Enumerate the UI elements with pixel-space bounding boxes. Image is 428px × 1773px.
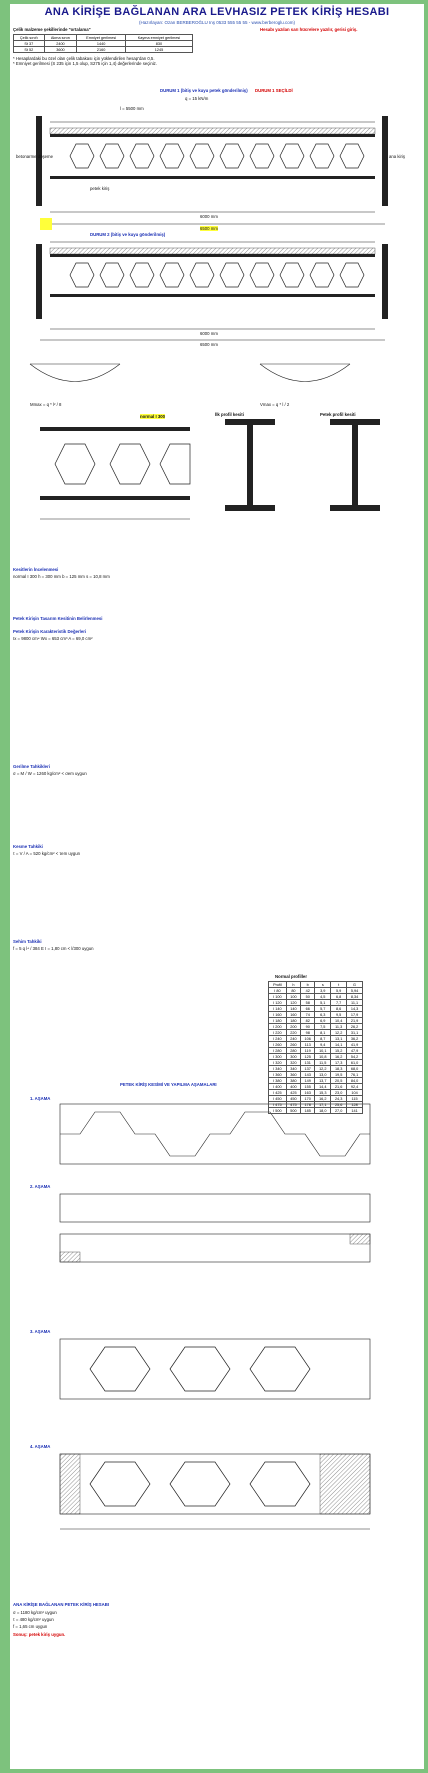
table-cell: I 240: [269, 1036, 287, 1042]
bottom-line: Sonuç: petek kiriş uygun.: [13, 1632, 66, 1637]
table-cell: 25,6: [331, 1102, 347, 1108]
table-cell: 14,4: [315, 1084, 331, 1090]
calc-line: Sehim Tahkiki: [13, 939, 42, 944]
table-cell: I 200: [269, 1024, 287, 1030]
table-cell: 74: [301, 1012, 315, 1018]
table-cell: 76,1: [347, 1072, 363, 1078]
table-cell: 23,0: [331, 1090, 347, 1096]
bottom-line: f = 1,65 cm uygun: [13, 1624, 48, 1629]
table-cell: 24,3: [331, 1096, 347, 1102]
table-cell: 113: [301, 1042, 315, 1048]
table-cell: 31,1: [347, 1030, 363, 1036]
calc-line: Petek Kirişin Karakteristik Değerleri: [13, 629, 87, 634]
table-cell: 119: [301, 1048, 315, 1054]
stage3-drawing: [60, 1339, 370, 1399]
table-cell: 17,9: [347, 1012, 363, 1018]
table-cell: I 425: [269, 1090, 287, 1096]
table-cell: 8,34: [347, 994, 363, 1000]
table-cell: 10,1: [315, 1048, 331, 1054]
table-cell: 8,1: [315, 1030, 331, 1036]
table-cell: 300: [286, 1054, 300, 1060]
table-header: b: [301, 982, 315, 988]
table-header: h: [286, 982, 300, 988]
q-load-label: q = 15 kN/m: [185, 96, 209, 101]
table-cell: 100: [286, 994, 300, 1000]
profile-table-title: Normal profiller: [275, 974, 307, 979]
durum1-drawing: [36, 116, 388, 230]
table-row: [269, 1108, 363, 1114]
calc-line: normal I 300 h = 300 mm b = 125 mm s = 10,8 mm: [13, 574, 110, 579]
calc-line: Petek Kirişin Tasarım Kesitinin Belirlenmesi: [13, 616, 103, 621]
table-cell: I 360: [269, 1072, 287, 1078]
table-cell: 141: [347, 1108, 363, 1114]
table-header: G: [347, 982, 363, 988]
note-2: * Emniyet gerilmesi (S 235 için 1,5 olup, S275 için 1,4) değerlerinde seçiniz.: [13, 61, 158, 66]
moment-diagrams: [30, 364, 350, 382]
table-cell: 5,94: [347, 988, 363, 994]
stage1-label: 1. AŞAMA: [30, 1096, 51, 1101]
durum2-heading: DURUM 2 (bitiş ve kuyu gönderilmiş): [90, 232, 166, 237]
table-cell: 140: [286, 1006, 300, 1012]
table-cell: 13,7: [315, 1078, 331, 1084]
table-cell: 7,7: [331, 1000, 347, 1006]
table-cell: 17,3: [331, 1060, 347, 1066]
table-cell: 18,3: [331, 1066, 347, 1072]
table-cell: I 260: [269, 1042, 287, 1048]
table-cell: 125: [301, 1054, 315, 1060]
table-cell: 27,0: [331, 1108, 347, 1114]
table-cell: 450: [286, 1096, 300, 1102]
table-cell: I 140: [269, 1006, 287, 1012]
table-cell: 14,1: [331, 1042, 347, 1048]
table-cell: 149: [301, 1078, 315, 1084]
table-cell: 36,2: [347, 1036, 363, 1042]
table-header: Çelik sınıfı: [14, 35, 45, 41]
table-cell: 66: [301, 1006, 315, 1012]
table-cell: I 180: [269, 1018, 287, 1024]
table-cell: I 300: [269, 1054, 287, 1060]
table-cell: 106: [301, 1036, 315, 1042]
table-cell: 9,5: [331, 1012, 347, 1018]
table-cell: 4,5: [315, 994, 331, 1000]
page-title: ANA KİRİŞE BAĞLANAN ARA LEVHASIZ PETEK KİRİŞ HESABI: [44, 6, 390, 18]
dim-6000: 6000 mm: [200, 214, 218, 219]
table-header: Akma sınırı: [44, 35, 77, 41]
table-cell: I 500: [269, 1108, 287, 1114]
table-cell: St 52: [14, 47, 45, 53]
table-cell: 180: [286, 1018, 300, 1024]
table-cell: 400: [286, 1084, 300, 1090]
calc-line: Ix = 9800 cm⁴ Wx = 653 cm³ A = 69,0 cm²: [13, 636, 93, 641]
table-cell: 10,8: [315, 1054, 331, 1060]
dim-6000-2: 6000 mm: [200, 331, 218, 336]
table-cell: 18,0: [315, 1108, 331, 1114]
calc-line: Gerilme Tahkikleri: [13, 764, 50, 769]
petek-section-name: normal I 300: [140, 414, 166, 419]
petek-label: petek kiriş: [90, 186, 110, 191]
table-cell: 14,3: [347, 1006, 363, 1012]
table-cell: 380: [286, 1078, 300, 1084]
table-cell: 84,0: [347, 1078, 363, 1084]
table-cell: 16,2: [331, 1054, 347, 1060]
calc-line: Kesme Tahkiki: [13, 844, 43, 849]
table-cell: 98: [301, 1030, 315, 1036]
table-cell: 115: [347, 1096, 363, 1102]
table-cell: 13,1: [331, 1036, 347, 1042]
slab-label: betonarme döşeme: [16, 154, 54, 159]
table-cell: 41,9: [347, 1042, 363, 1048]
table-cell: 19,5: [331, 1072, 347, 1078]
table-cell: 15,3: [315, 1090, 331, 1096]
table-cell: 9,4: [315, 1042, 331, 1048]
table-cell: 17,1: [315, 1102, 331, 1108]
table-cell: 90: [301, 1024, 315, 1030]
stage3-label: 3. AŞAMA: [30, 1329, 51, 1334]
page-subtitle: (Hazırlayan: Ozan BERBEROĞLU Inş 0533 555 55 55 - www.berberoglu.com): [138, 20, 296, 25]
note-top-left: Çelik malzeme şekillerinde "ortalama": [13, 27, 91, 32]
stage2-drawing: [60, 1194, 370, 1262]
table-cell: I 280: [269, 1048, 287, 1054]
table-cell: 160: [286, 1012, 300, 1018]
table-cell: 68,0: [347, 1066, 363, 1072]
table-cell: 80: [286, 988, 300, 994]
durum1-selected-tag: DURUM 1 SEÇİLDİ: [255, 88, 293, 93]
table-cell: 2160: [77, 47, 126, 53]
table-cell: 8,6: [331, 1006, 347, 1012]
table-cell: 12,2: [331, 1030, 347, 1036]
table-cell: 42: [301, 988, 315, 994]
dim-6500: 6500 mm: [200, 226, 218, 231]
worksheet: [10, 4, 424, 1769]
table-cell: 155: [301, 1084, 315, 1090]
table-cell: I 100: [269, 994, 287, 1000]
note-1: * Hesaplardaki bu özel olan çelik tabakası için yüklendirilen hesap'dan 0,5.: [13, 56, 155, 61]
table-cell: 6,9: [315, 1018, 331, 1024]
stage2-label: 2. AŞAMA: [30, 1184, 51, 1189]
table-cell: 10,4: [331, 1018, 347, 1024]
table-cell: St 37: [14, 41, 45, 47]
table-cell: 50: [301, 994, 315, 1000]
table-cell: 280: [286, 1048, 300, 1054]
table-cell: 92,4: [347, 1084, 363, 1090]
durum1-heading: DURUM 1 (bitiş ve kuyu petek gönderilmiş): [160, 88, 248, 93]
table-cell: I 380: [269, 1078, 287, 1084]
table-header: Kayma emniyet gerilmesi: [125, 35, 192, 41]
calc-line: σ = M / W = 1260 kg/cm² < σem uygun: [13, 771, 87, 776]
table-cell: I 320: [269, 1060, 287, 1066]
durum2-drawing: [36, 242, 388, 340]
profile-table: [268, 981, 363, 1114]
table-cell: 7,5: [315, 1024, 331, 1030]
table-cell: 13,0: [315, 1072, 331, 1078]
table-cell: 340: [286, 1066, 300, 1072]
table-cell: 3,9: [315, 988, 331, 994]
table-cell: 6,3: [315, 1012, 331, 1018]
table-cell: 240: [286, 1036, 300, 1042]
table-cell: 260: [286, 1042, 300, 1048]
dim-6500-2: 6500 mm: [200, 342, 218, 347]
table-cell: 47,9: [347, 1048, 363, 1054]
table-cell: 178: [301, 1102, 315, 1108]
table-cell: 185: [301, 1108, 315, 1114]
table-cell: I 120: [269, 1000, 287, 1006]
table-cell: 131: [301, 1060, 315, 1066]
table-cell: I 340: [269, 1066, 287, 1072]
table-cell: 21,6: [331, 1084, 347, 1090]
main-beam-label: ana kiriş: [389, 154, 406, 159]
table-cell: I 160: [269, 1012, 287, 1018]
table-cell: 128: [347, 1102, 363, 1108]
table-cell: 21,9: [347, 1018, 363, 1024]
table-cell: 8,7: [315, 1036, 331, 1042]
table-cell: 61,0: [347, 1060, 363, 1066]
profile-section-2: [330, 419, 380, 511]
table-cell: 137: [301, 1066, 315, 1072]
table-header: Profil: [269, 982, 287, 988]
table-cell: 58: [301, 1000, 315, 1006]
vmax-formula: Vmax = q * l / 2: [260, 402, 290, 407]
calc-line: f = 5 q l⁴ / 384 E I = 1,80 cm < l/300 uygun: [13, 946, 94, 951]
stage4-label: 4. AŞAMA: [30, 1444, 51, 1449]
calc-line: τ = V / A = 520 kg/cm² < τem uygun: [13, 851, 81, 856]
note-top-right: Hesabı yazılan sarı hücrelere yazılır, gerisi giriş.: [260, 27, 358, 32]
table-cell: I 450: [269, 1096, 287, 1102]
table-cell: 3600: [44, 47, 77, 53]
table-cell: 425: [286, 1090, 300, 1096]
petek-profil-label: Petek profil kesiti: [320, 412, 356, 417]
span-label: l = 5500 mm: [120, 106, 144, 111]
table-cell: I 400: [269, 1084, 287, 1090]
table-cell: 5,7: [315, 1006, 331, 1012]
table-cell: 82: [301, 1018, 315, 1024]
drawing-canvas: [10, 4, 424, 1769]
table-cell: 360: [286, 1072, 300, 1078]
table-cell: 11,5: [315, 1060, 331, 1066]
bottom-line: σ = 1180 kg/cm² uygun: [13, 1610, 57, 1615]
table-cell: I 475: [269, 1102, 287, 1108]
table-cell: 320: [286, 1060, 300, 1066]
table-cell: 5,9: [331, 988, 347, 994]
petek-elevation: [40, 427, 190, 519]
calc-line: Kesitlerin İncelenmesi: [13, 567, 59, 572]
table-cell: 200: [286, 1024, 300, 1030]
table-cell: 26,2: [347, 1024, 363, 1030]
profile-section-1: [225, 419, 275, 511]
table-cell: 500: [286, 1108, 300, 1114]
table-cell: 15,2: [331, 1048, 347, 1054]
table-cell: 11,1: [347, 1000, 363, 1006]
stage-header: PETEK KİRİŞ KESİMİ VE YAPILMA AŞAMALARI: [120, 1082, 217, 1087]
ilk-profil-label: İlk profil kesiti: [215, 412, 244, 417]
table-cell: 16,2: [315, 1096, 331, 1102]
stage4-drawing: [60, 1454, 370, 1529]
table-cell: 54,2: [347, 1054, 363, 1060]
table-cell: 170: [301, 1096, 315, 1102]
table-header: Emniyet gerilmesi: [77, 35, 126, 41]
table-cell: 6,8: [331, 994, 347, 1000]
mmax-formula: Mmax = q * l² / 8: [30, 402, 62, 407]
table-cell: 5,1: [315, 1000, 331, 1006]
table-cell: 12,2: [315, 1066, 331, 1072]
table-cell: 104: [347, 1090, 363, 1096]
table-cell: 143: [301, 1072, 315, 1078]
table-header: t: [331, 982, 347, 988]
table-cell: 163: [301, 1090, 315, 1096]
table-cell: 830: [125, 41, 192, 47]
table-cell: 2400: [44, 41, 77, 47]
table-cell: I 80: [269, 988, 287, 994]
table-cell: 1440: [77, 41, 126, 47]
bottom-header: ANA KİRİŞE BAĞLANAN PETEK KİRİŞ HESABI: [13, 1602, 110, 1607]
table-cell: 120: [286, 1000, 300, 1006]
bottom-line: τ = 480 kg/cm² uygun: [13, 1617, 54, 1622]
table-cell: 1245: [125, 47, 192, 53]
table-cell: I 220: [269, 1030, 287, 1036]
table-cell: 220: [286, 1030, 300, 1036]
table-cell: 11,3: [331, 1024, 347, 1030]
table-header: s: [315, 982, 331, 988]
table-cell: 475: [286, 1102, 300, 1108]
table-cell: 20,5: [331, 1078, 347, 1084]
